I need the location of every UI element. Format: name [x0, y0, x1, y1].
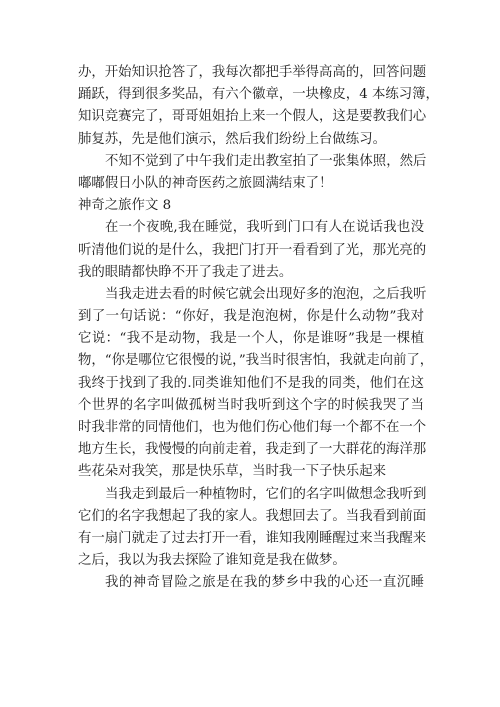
text-line: 办，开始知识抢答了，我每次都把手举得高高的，回答问题: [78, 65, 427, 80]
text-line: 嘟嘟假日小队的神奇医药之旅圆满结束了！: [78, 175, 333, 191]
text-line: 到了一句话说：“你好，我是泡泡树，你是什么动物”我对: [78, 309, 424, 325]
text-line: 之后，我以为我去探险了谁知竟是我在做梦。: [78, 553, 346, 569]
text-line: 当我走到最后一种植物时，它们的名字叫做想念我听到: [105, 486, 427, 502]
text-line: 肺复苏，先是他们演示，然后我们纷纷上台做练习。: [78, 131, 386, 147]
text-line: 我的眼睛都快睁不开了我走了进去。: [78, 264, 293, 280]
text-line: 知识竞赛完了，哥哥姐姐抬上来一个假人，这是要教我们心: [78, 109, 427, 125]
text-line: 不知不觉到了中午我们走出教室拍了一张集体照，然后: [105, 153, 427, 169]
text-line: 我终于找到了我的.同类谁知他们不是我的同类，他们在这: [78, 375, 424, 391]
text-line: 有一扇门就走了过去打开一看，谁知我刚睡醒过来当我醒来: [78, 530, 427, 546]
text-line: 些花朵对我笑，那是快乐草，当时我一下子快乐起来: [78, 464, 386, 480]
text-line: 我的神奇冒险之旅是在我的梦乡中我的心还一直沉睡: [105, 575, 424, 591]
text-line: 它说：“我不是动物，我是一个人，你是谁呀”我是一棵植: [78, 331, 424, 347]
text-line: 个世界的名字叫做孤树当时我听到这个字的时候我哭了当: [78, 397, 424, 413]
text-line: 踊跃，得到很多奖品，有六个徽章，一块橡皮，4 本练习簿，: [78, 87, 439, 103]
document-body: [78, 62, 439, 595]
text-line: 听清他们说的是什么，我把门打开一看看到了光，那光亮的: [78, 242, 427, 258]
section-heading: 神奇之旅作文 8: [78, 198, 172, 214]
text-line: 地方生长，我慢慢的向前走着，我走到了一大群花的海洋那: [78, 442, 427, 458]
text-line: 物，“你是哪位它很慢的说，”我当时很害怕，我就走向前了，: [78, 353, 434, 369]
document-page: [78, 62, 439, 595]
text-line: 当我走进去看的时候它就会出现好多的泡泡，之后我听: [105, 286, 427, 302]
text-line: 在一个夜晚,我在睡觉，我听到门口有人在说话我也没: [105, 220, 424, 236]
text-line: 时我非常的同情他们，也为他们伤心他们每一个都不在一个: [78, 420, 427, 435]
text-line: 它们的名字我想起了我的家人。我想回去了。当我看到前面: [78, 508, 427, 524]
